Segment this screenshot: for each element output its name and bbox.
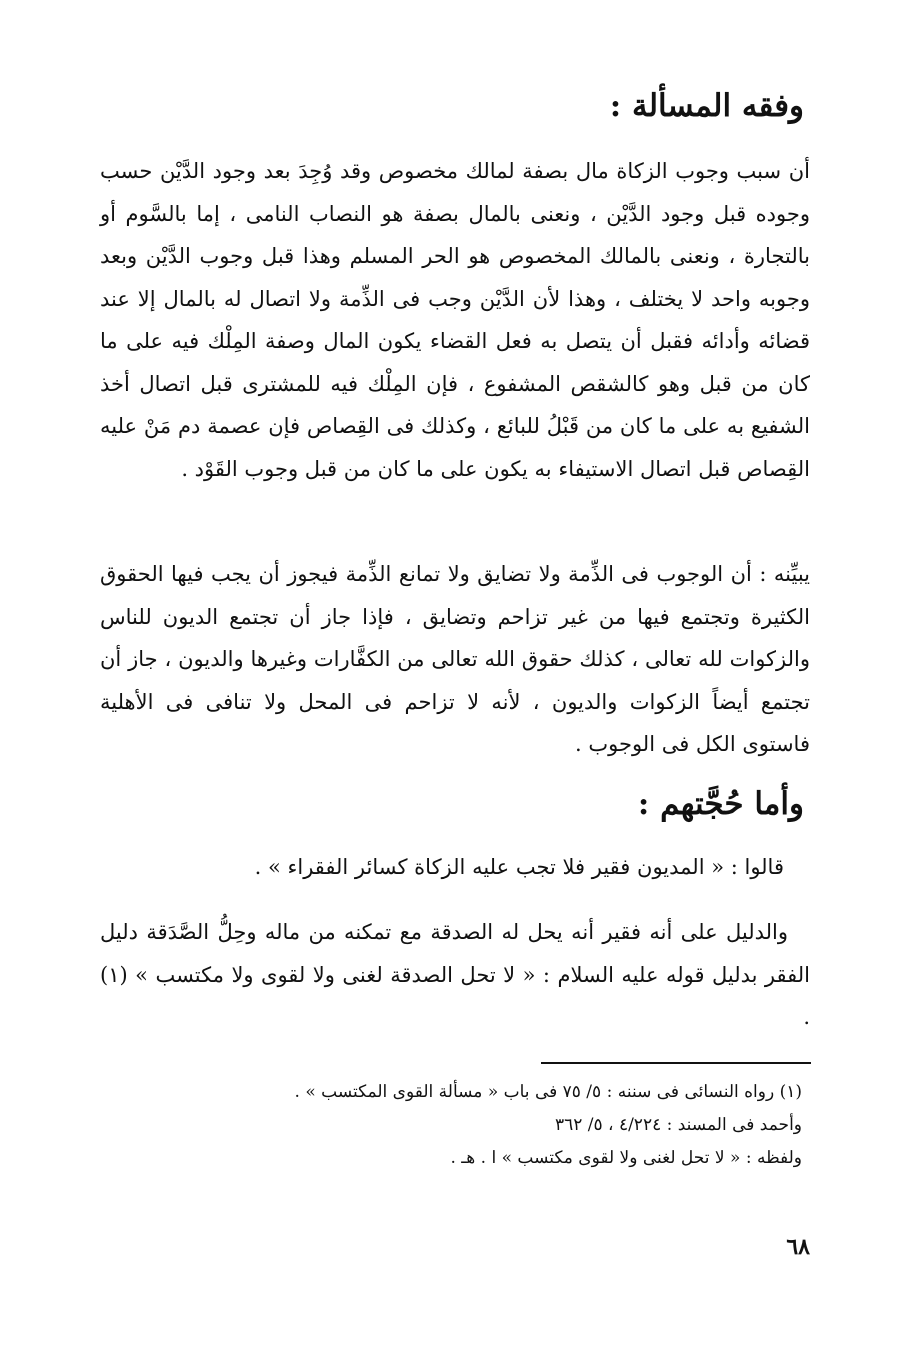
section-heading-fiqh-of-issue: وفقه المسألة : (609, 88, 804, 124)
footnotes (162, 1076, 802, 1175)
paragraph-they-said: قالوا : « المديون فقير فلا تجب عليه الزكاة كسائر الفقراء » . (254, 855, 784, 879)
section-heading-their-argument: وأما حُجَّتهم : (637, 786, 804, 822)
footnote-line: (١) رواه النسائى فى سننه : ٥/ ٧٥ فى باب « مسألة القوى المكتسب » . (294, 1082, 802, 1102)
paragraph-evidence: والدليل على أنه فقير أنه يحل له الصدقة مع تمكنه من ماله وحِلُّ الصَّدَقة دليل الفقر بدليل قوله عليه السلام : « لا تحل الصدقة لغنى ولا لقوى ولا مكتسب » (١) . (100, 920, 810, 1029)
page-number: ٦٨ (786, 1234, 810, 1260)
paragraph-explanation: يبيِّنه : أن الوجوب فى الذِّمة ولا تضايق ولا تمانع الذِّمة فيجوز أن يجب فيها الحقوق الكثيرة وتجتمع فيها من غير تزاحم وتضايق ، فإذا جاز أن تجتمع الديون للناس والزكوات لله تعالى ، كذلك حقوق الله تعالى من الكفَّارات وغيرها والديون ، جاز أن تجتمع أيضاً الزكوات والديون ، لأنه لا تزاحم فى المحل ولا تنافى فى الأهلية فاستوى الكل فى الوجوب . (100, 562, 810, 756)
footnote-line: ولفظه : « لا تحل لغنى ولا لقوى مكتسب » ا . هـ . (450, 1148, 802, 1168)
paragraph-reasoning: أن سبب وجوب الزكاة مال بصفة لمالك مخصوص وقد وُجِدَ بعد وجود الدَّيْن حسب وجوده قبل وجود الدَّيْن ، ونعنى بالمال بصفة هو النصاب النامى ، إما بالسَّوم أو بالتجارة ، ونعنى بالمالك المخصوص هو الحر المسلم وهذا قبل وجوب الدَّيْن وبعد وجوبه واحد لا يختلف ، وهذا لأن الدَّيْن وجب فى الذِّمة ولا اتصال له بالمال إلا عند قضائه وأدائه فقبل أن يتصل به فعل القضاء يكون المال وصفة المِلْك فيه على ما كان من قبل وهو كالشقص المشفوع ، فإن المِلْك فيه للمشترى قبل اتصال أخذ الشفيع به على ما كان من قَبْلُ للبائع ، وكذلك فى القِصاص فإن عصمة دم مَنْ عليه القِصاص قبل اتصال الاستيفاء به يكون على ما كان من قبل وجوب القَوْد . (100, 159, 810, 481)
footnote-separator (541, 1062, 811, 1064)
footnote-line: وأحمد فى المسند : ٤/٢٢٤ ، ٥/ ٣٦٢ (554, 1115, 802, 1135)
